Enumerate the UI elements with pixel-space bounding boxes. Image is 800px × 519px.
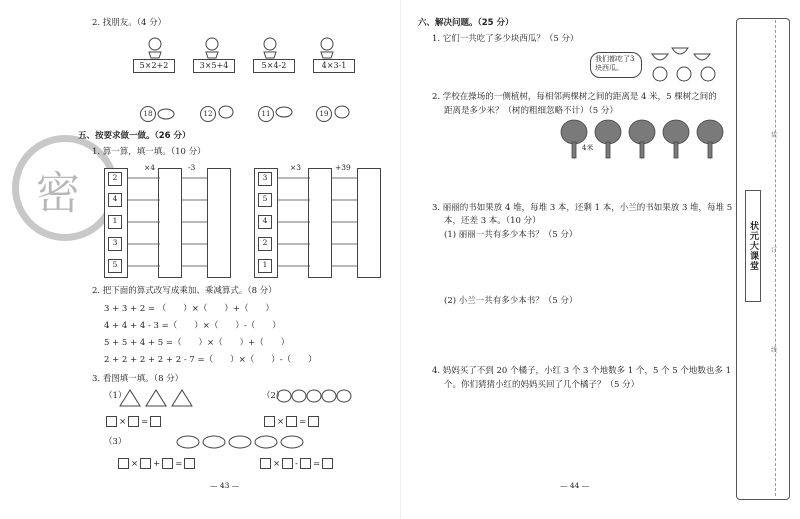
q1-title: 1. 算一算，填一填。（10 分） bbox=[92, 147, 206, 157]
r-q2-line2: 距离是多少米？（树的粗细忽略不计）（5 分） bbox=[444, 106, 618, 116]
value-cell: 4 bbox=[108, 193, 122, 207]
q3-label-2: （2） bbox=[262, 391, 285, 401]
fish-bowls-icon bbox=[276, 388, 352, 404]
value-cell: 5 bbox=[108, 259, 122, 273]
cut-line bbox=[775, 20, 777, 496]
value-cell: 5 bbox=[258, 193, 272, 207]
animal-icon-row-bottom bbox=[156, 100, 356, 124]
page-number-right: — 44 — bbox=[560, 481, 590, 490]
arrows-b bbox=[270, 170, 370, 276]
answer-circle[interactable]: 12 bbox=[200, 106, 216, 122]
mark-ding: 订 bbox=[771, 247, 778, 254]
brand-logo: 状元大课堂 bbox=[745, 190, 761, 302]
answer-circle[interactable]: 19 bbox=[316, 106, 332, 122]
op-label: ×3 bbox=[290, 163, 302, 172]
watermelon-animals-icon bbox=[648, 44, 720, 84]
tree-distance-label: 4米 bbox=[582, 144, 594, 152]
value-cell: 4 bbox=[258, 215, 272, 229]
r-q4-line2: 个。你们猜猜小红的妈妈买回了几个橘子？（5 分） bbox=[444, 380, 640, 390]
q3-label-1: （1） bbox=[104, 391, 127, 401]
value-cell: 3 bbox=[258, 172, 272, 186]
page-number-left: — 43 — bbox=[210, 481, 240, 490]
value-cell: 2 bbox=[258, 237, 272, 251]
expr-box[interactable]: 3×5+4 bbox=[193, 59, 235, 73]
op-label: -3 bbox=[188, 163, 196, 172]
r-q3-line1: 3. 丽丽的书如果放 4 堆，每堆 3 本，还剩 1 本，小兰的书如果放 3 堆，每堆 5 bbox=[432, 203, 733, 213]
answer-boxes-3[interactable]: × + = bbox=[116, 458, 197, 470]
op-label: ×4 bbox=[144, 163, 156, 172]
answer-boxes-4[interactable]: × - = bbox=[258, 458, 335, 470]
r-q4-line1: 4. 妈妈买了不到 20 个橘子，小红 3 个 3 个地数多 1 个，5 个 5 个地数也多 1 bbox=[432, 366, 732, 376]
answer-circle[interactable]: 11 bbox=[258, 106, 274, 122]
flower-groups-icon bbox=[176, 434, 306, 450]
r-q1: 1. 它们一共吃了多少块西瓜？（5 分） bbox=[432, 34, 579, 44]
answer-circle[interactable]: 18 bbox=[140, 106, 156, 122]
r-q3-a: (1) 丽丽一共有多少本书？（5 分） bbox=[444, 230, 578, 240]
r-q3-b: (2) 小兰一共有多少本书？（5 分） bbox=[444, 296, 578, 306]
r-q2-line1: 2. 学校在操场的一侧植树，每相邻两棵树之间的距离是 4 米，5 棵树之间的 bbox=[432, 92, 717, 102]
value-cell: 1 bbox=[258, 259, 272, 273]
triangle-groups-icon bbox=[118, 388, 198, 408]
answer-boxes-2[interactable]: × = bbox=[262, 416, 321, 428]
op-label: +39 bbox=[335, 163, 351, 172]
rewrite-line[interactable]: 2 + 2 + 2 + 2 + 2 - 7 =（ ）×（ ）-（ ） bbox=[104, 355, 317, 365]
mark-xian: 线 bbox=[771, 347, 778, 354]
q2b-title: 2. 把下面的算式改写成乘加、乘减算式。（8 分） bbox=[92, 286, 277, 296]
seal-char: 密 bbox=[36, 168, 80, 219]
q3-title: 3. 看图填一填。（8 分） bbox=[92, 374, 184, 384]
r-q3-line2: 本，还差 3 本。（10 分） bbox=[444, 216, 541, 226]
mark-zhuang: 装 bbox=[771, 132, 778, 139]
rewrite-line[interactable]: 4 + 4 + 4 - 3 =（ ）×（ ）-（ ） bbox=[104, 321, 281, 331]
value-cell: 2 bbox=[108, 172, 122, 186]
answer-boxes-1[interactable]: × = bbox=[104, 416, 163, 428]
value-cell: 1 bbox=[108, 215, 122, 229]
section-5-title: 五、按要求做一做。（26 分） bbox=[78, 131, 191, 141]
speech-bubble: 我们都吃了3块西瓜。 bbox=[590, 52, 642, 78]
expr-box[interactable]: 5×4-2 bbox=[253, 59, 295, 73]
q2-title: 2. 找朋友。（4 分） bbox=[92, 18, 167, 28]
q3-label-3: （3） bbox=[104, 437, 127, 447]
animal-icon-row bbox=[140, 34, 340, 60]
rewrite-line[interactable]: 3 + 3 + 2 = （ ）×（ ）+（ ） bbox=[104, 304, 275, 314]
page-divider bbox=[400, 0, 401, 519]
value-cell: 3 bbox=[108, 237, 122, 251]
rewrite-line[interactable]: 5 + 5 + 4 + 5 =（ ）×（ ）+（ ） bbox=[104, 338, 290, 348]
arrows-a bbox=[120, 170, 220, 276]
expr-box[interactable]: 5×2+2 bbox=[133, 59, 175, 73]
expr-box[interactable]: 4×3-1 bbox=[313, 59, 355, 73]
section-6-title: 六、解决问题。（25 分） bbox=[418, 18, 514, 28]
